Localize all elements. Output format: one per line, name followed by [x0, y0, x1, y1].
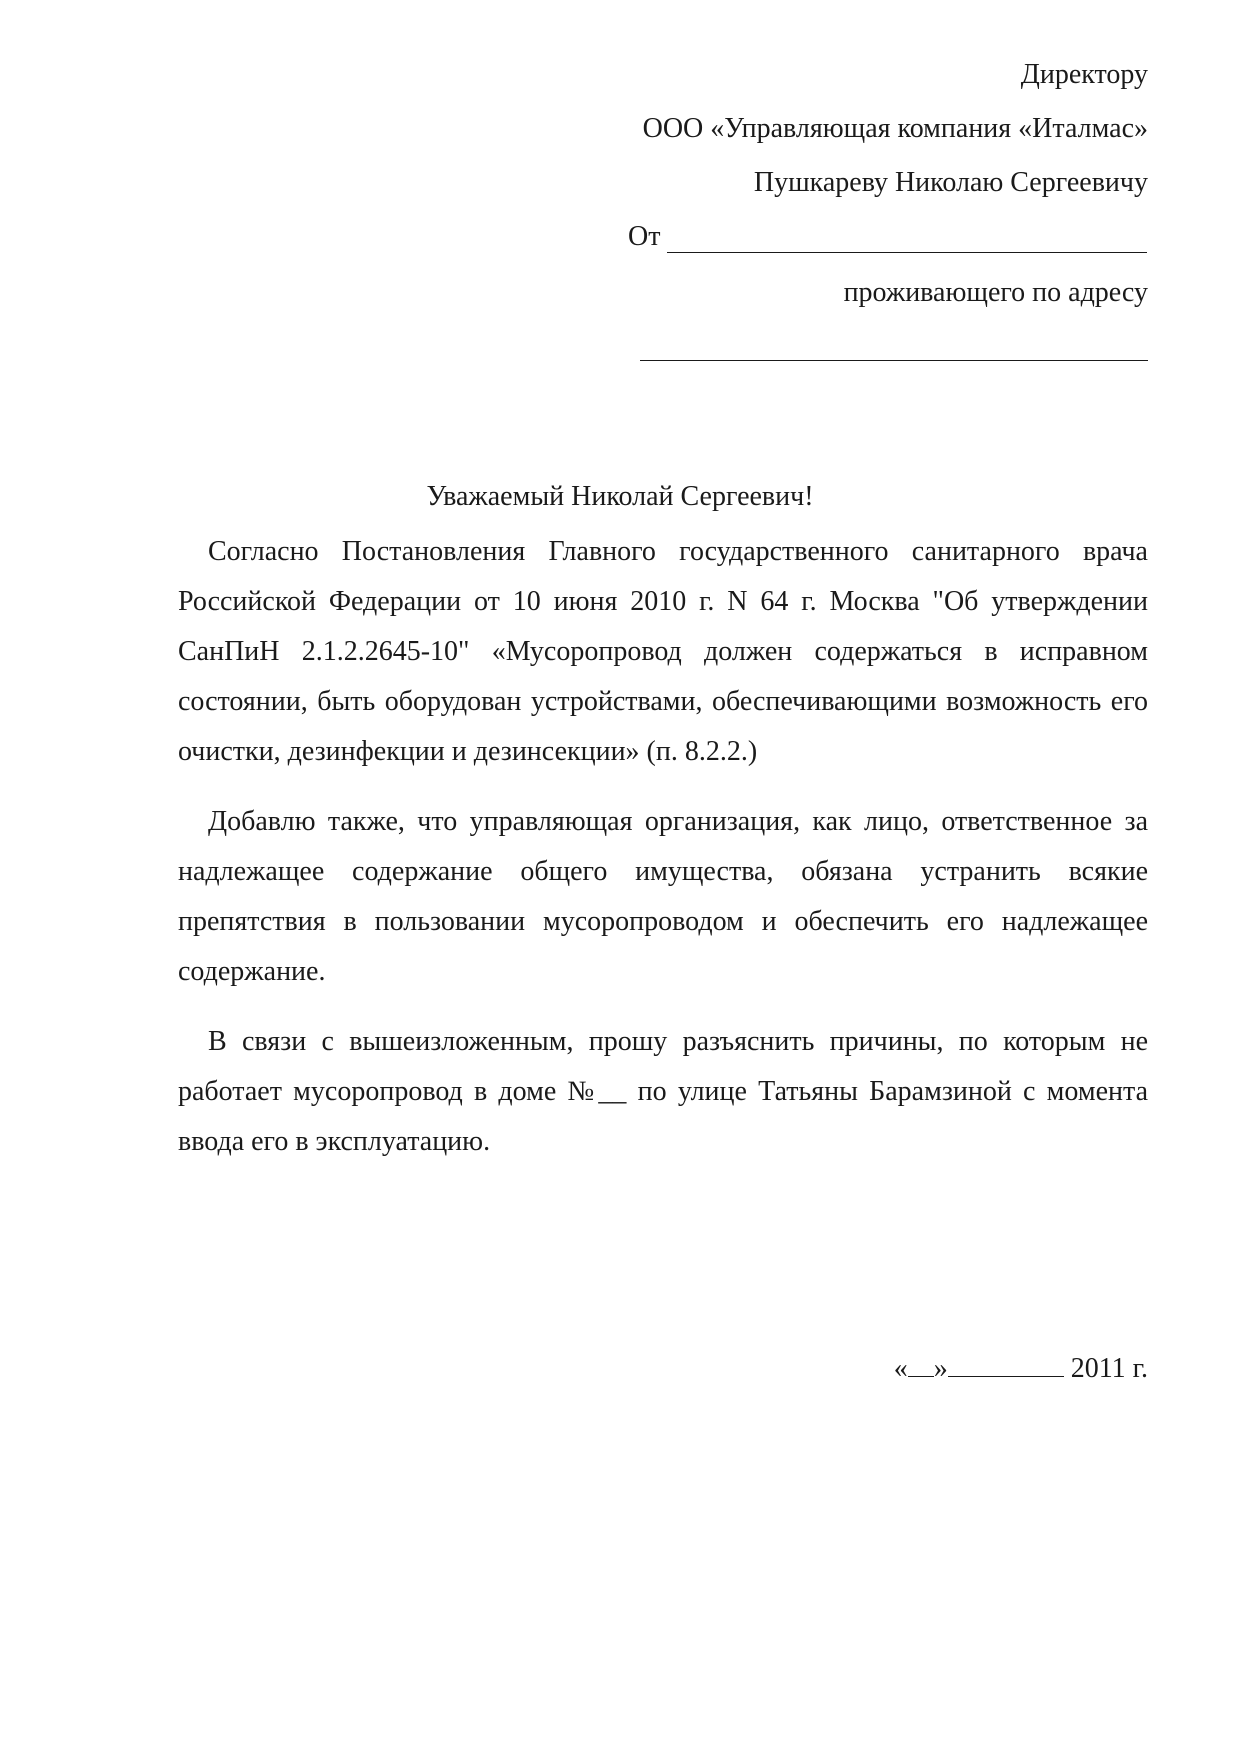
body-paragraph-2: Добавлю также, что управляющая организация, как лицо, ответственное за надлежащее содержание общего имущества, обязана устранить всякие препятствия в пользовании мусоропроводом и обеспечить его надлежащее содержание. [178, 806, 1148, 987]
date-close-quote: » [933, 1353, 948, 1384]
sender-address-blank [640, 360, 1148, 361]
date-line [894, 1352, 1148, 1386]
body-paragraph-3: В связи с вышеизложенным, прошу разъяснить причины, по которым не работает мусоропровод в доме №__ по улице Татьяны Барамзиной с момента ввода его в эксплуатацию. [178, 1026, 1148, 1157]
body-paragraph-1: Согласно Постановления Главного государственного санитарного врача Российской Федерации от 10 июня 2010 г. N 64 г. Москва "Об утверждении СанПиН 2.1.2.2645-10" «Мусоропровод должен содержаться в исправном состоянии, быть оборудован устройствами, обеспечивающими возможность его очистки, дезинфекции и дезинсекции» (п. 8.2.2.) [178, 536, 1148, 767]
residing-label: проживающего по адресу [843, 277, 1148, 308]
recipient-title: Директору [1020, 59, 1148, 90]
sender-name-blank [667, 252, 1147, 253]
recipient-name: Пушкареву Николаю Сергеевичу [753, 167, 1148, 198]
day-blank [908, 1354, 934, 1377]
from-label: От [628, 221, 661, 252]
date-year: 2011 г. [1070, 1353, 1148, 1384]
date-open-quote: « [893, 1353, 908, 1384]
recipient-organization: ООО «Управляющая компания «Италмас» [642, 113, 1148, 144]
month-blank [948, 1354, 1064, 1377]
greeting: Уважаемый Николай Сергеевич! [426, 481, 814, 512]
